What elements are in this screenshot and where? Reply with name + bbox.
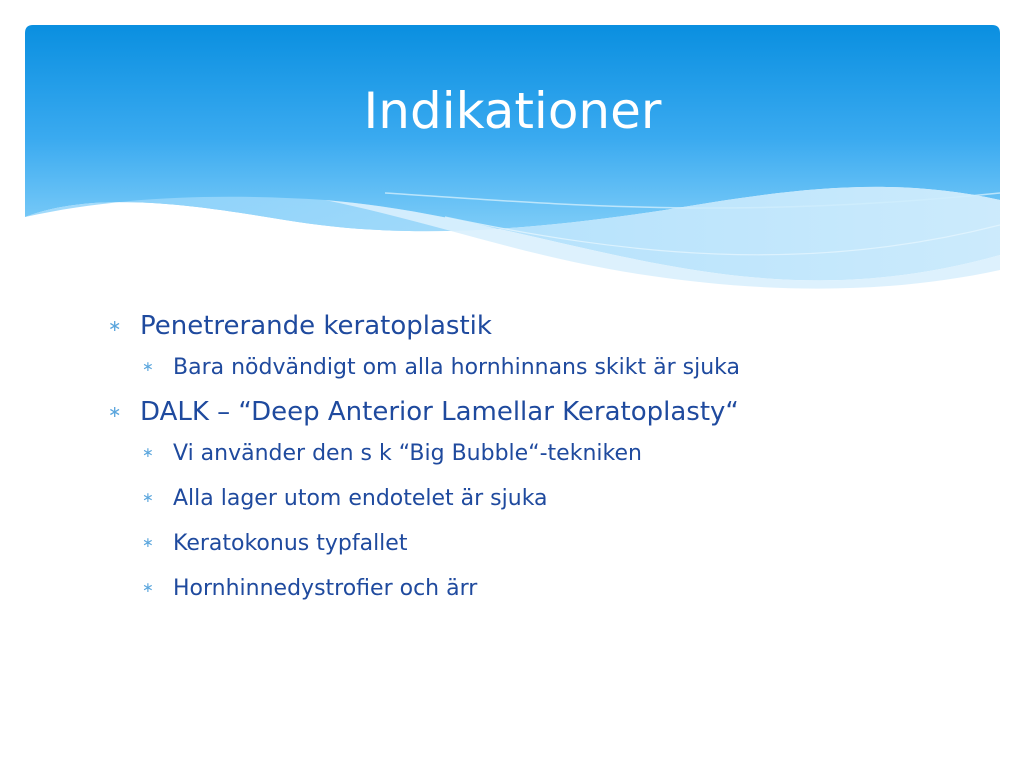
asterisk-bullet-icon: ∗ xyxy=(142,445,154,461)
asterisk-bullet-icon: ∗ xyxy=(142,535,154,551)
wave-banner-graphic xyxy=(25,25,1000,295)
list-item-level2 xyxy=(108,345,968,390)
list-item-level1 xyxy=(108,304,968,348)
list-item-text: Hornhinnedystrofier och ärr xyxy=(173,576,478,601)
asterisk-bullet-icon: ∗ xyxy=(142,580,154,596)
list-item-text: DALK – “Deep Anterior Lamellar Keratoplasty“ xyxy=(140,397,739,427)
list-item-level2 xyxy=(108,566,968,611)
list-item-text: Keratokonus typfallet xyxy=(173,531,408,556)
list-item-text: Bara nödvändigt om alla hornhinnans skikt är sjuka xyxy=(173,355,741,380)
list-item-level1 xyxy=(108,390,968,434)
asterisk-bullet-icon: ∗ xyxy=(142,490,154,506)
list-item-text: Alla lager utom endotelet är sjuka xyxy=(173,486,548,511)
list-item-text: Vi använder den s k “Big Bubble“-tekniken xyxy=(173,441,642,466)
title-banner xyxy=(25,25,1000,295)
asterisk-bullet-icon: ∗ xyxy=(108,316,122,335)
slide-title: Indikationer xyxy=(363,82,662,140)
list-item-level2 xyxy=(108,521,968,566)
list-item-level2 xyxy=(108,431,968,476)
list-item-level2 xyxy=(108,476,968,521)
list-item-text: Penetrerande keratoplastik xyxy=(140,311,492,341)
bullet-list xyxy=(108,304,968,611)
asterisk-bullet-icon: ∗ xyxy=(142,359,154,375)
asterisk-bullet-icon: ∗ xyxy=(108,402,122,421)
